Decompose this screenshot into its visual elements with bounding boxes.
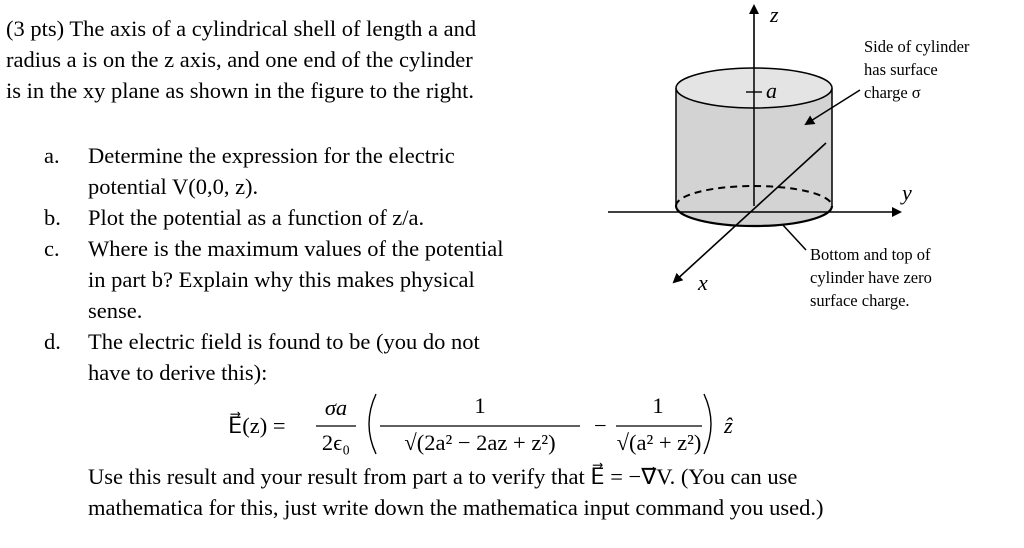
verify-line-2: mathematica for this, just write down the mathematica input command you used.) [88, 495, 824, 520]
side-note-line-3: charge σ [864, 83, 921, 102]
bottom-note-line-2: cylinder have zero [810, 268, 932, 287]
term1-denominator: √(2a² − 2az + z²) [404, 430, 556, 455]
z-axis-label: z [770, 2, 779, 27]
bottom-top-pointer [782, 224, 806, 250]
part-b-letter: b. [44, 205, 61, 230]
term1-numerator: 1 [474, 393, 486, 418]
bottom-note-line-1: Bottom and top of [810, 245, 931, 264]
side-note-line-2: has surface [864, 60, 938, 79]
cylinder-figure [600, 0, 1024, 335]
bottom-top-note [810, 245, 936, 310]
x-axis-label: x [698, 270, 708, 295]
term2-numerator: 1 [652, 393, 664, 418]
intro-line-1 [6, 13, 606, 44]
bottom-note-line-3: surface charge. [810, 291, 910, 310]
part-c-line-1: Where is the maximum values of the potential [88, 236, 504, 261]
part-a-line-2: potential V(0,0, z). [88, 174, 259, 199]
part-a-line-1: Determine the expression for the electric [88, 143, 455, 168]
left-paren [369, 394, 376, 454]
part-b-line-1: Plot the potential as a function of z/a. [88, 205, 425, 230]
minus-sign: − [594, 413, 607, 438]
prefactor-numerator: σa [324, 395, 348, 420]
intro-line-1-text: The axis of a cylindrical shell of length a and [69, 16, 477, 41]
part-d-line-1: The electric field is found to be (you do not [88, 329, 480, 354]
prefactor-denominator: 2ϵ₀ [321, 430, 351, 455]
part-c-letter: c. [44, 236, 60, 261]
part-c-line-2: in part b? Explain why this makes physical [88, 267, 475, 292]
intro-line-3: is in the xy plane as shown in the figure to the right. [6, 78, 475, 103]
a-length-label: a [766, 78, 777, 103]
electric-field-equation [228, 386, 748, 460]
equation-svg [228, 386, 748, 460]
part-a-letter: a. [44, 143, 60, 168]
y-axis-label: y [902, 180, 912, 205]
part-d-line-2: have to derive this): [88, 360, 268, 385]
problem-intro [6, 13, 606, 106]
intro-line-2: radius a is on the z axis, and one end of the cylinder [6, 47, 473, 72]
verify-instruction [88, 461, 823, 523]
side-note-line-1: Side of cylinder [864, 37, 970, 56]
right-paren [704, 394, 711, 454]
part-d [0, 326, 1020, 388]
side-charge-note [864, 37, 974, 102]
term2-denominator: √(a² + z²) [616, 430, 702, 455]
verify-line-1: Use this result and your result from part a to verify that E⃗ = −∇⃗V. (You can use [88, 464, 798, 489]
z-unit-vector: ẑ [724, 413, 733, 438]
equation-lhs: E⃗(z) = [228, 413, 286, 438]
part-c-line-3: sense. [88, 298, 143, 323]
part-d-letter: d. [44, 329, 61, 354]
cylinder-diagram [600, 0, 1024, 330]
points-label: (3 pts) [6, 16, 65, 41]
